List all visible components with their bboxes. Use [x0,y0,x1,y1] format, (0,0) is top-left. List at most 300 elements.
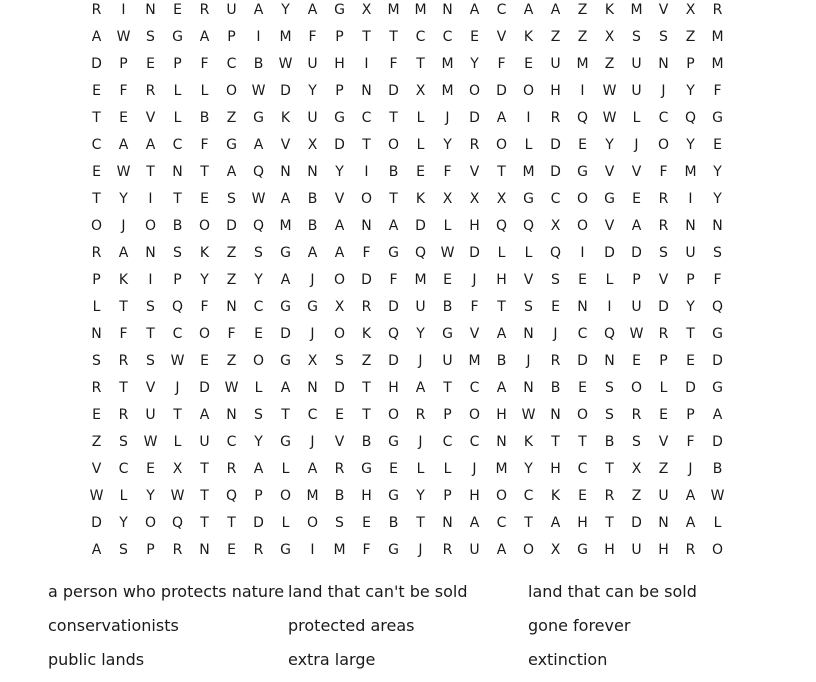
grid-letter: U [442,352,453,369]
grid-letter: A [145,136,156,153]
grid-letter: M [495,460,508,477]
grid-letter: G [334,109,345,126]
grid-letter: T [173,190,182,207]
grid-letter: G [523,190,534,207]
grid-letter: O [306,514,319,531]
grid-letter: P [335,82,344,99]
grid-letter: R [226,460,237,477]
grid-letter: P [686,55,695,72]
grid-letter: D [280,82,291,99]
grid-letter: P [443,406,452,423]
grid-letter: G [280,298,291,315]
grid-letter: L [92,298,101,315]
grid-letter: A [307,460,318,477]
grid-letter: X [496,190,507,207]
grid-letter: D [550,136,561,153]
grid-letter: K [280,109,291,126]
grid-letter: U [658,487,669,504]
grid-letter: N [280,163,291,180]
grid-letter: C [469,379,480,396]
grid-letter: D [91,55,102,72]
grid-letter: M [333,541,346,558]
grid-letter: N [658,55,669,72]
grid-letter: P [254,487,263,504]
grid-letter: S [713,244,722,261]
grid-letter: O [144,217,157,234]
grid-letter: R [118,352,129,369]
grid-letter: N [496,433,507,450]
grid-letter: A [280,271,291,288]
grid-letter: Q [225,487,238,504]
grid-letter: U [307,109,318,126]
grid-letter: V [334,433,345,450]
grid-letter: D [469,109,480,126]
grid-letter: I [607,298,612,315]
grid-letter: D [334,136,345,153]
grid-letter: R [145,82,156,99]
grid-letter: A [523,1,534,18]
grid-letter: Z [91,433,102,450]
grid-letter: B [388,163,399,180]
grid-letter: E [92,406,101,423]
grid-letter: E [578,487,587,504]
grid-letter: G [388,244,399,261]
grid-letter: E [578,136,587,153]
grid-letter: Y [416,325,425,342]
grid-letter: B [604,433,615,450]
grid-letter: O [522,82,535,99]
grid-letter: X [442,190,453,207]
grid-letter: Y [470,55,479,72]
grid-letter: W [143,433,158,450]
grid-letter: Z [577,28,588,45]
grid-letter: O [468,406,481,423]
grid-letter: G [280,352,291,369]
grid-letter: X [361,1,372,18]
grid-letter: D [253,514,264,531]
grid-letter: U [199,433,210,450]
grid-letter: Y [713,190,722,207]
grid-letter: A [388,217,399,234]
grid-letter: S [659,244,668,261]
grid-letter: P [686,406,695,423]
grid-letter: E [335,406,344,423]
grid-letter: R [631,406,642,423]
grid-letter: R [361,298,372,315]
grid-letter: A [253,1,264,18]
grid-letter: Q [576,109,589,126]
grid-letter: P [443,487,452,504]
grid-letter: N [523,379,534,396]
grid-letter: E [443,271,452,288]
grid-letter: E [227,541,236,558]
grid-letter: U [415,298,426,315]
grid-letter: E [524,55,533,72]
grid-letter: C [361,109,372,126]
grid-letter: R [712,1,723,18]
grid-letter: C [523,487,534,504]
grid-letter: R [91,1,102,18]
grid-letter: E [686,352,695,369]
grid-letter: N [577,298,588,315]
grid-letter: L [119,487,128,504]
grid-letter: T [389,28,398,45]
grid-letter: T [281,406,290,423]
grid-letter: W [602,82,617,99]
grid-letter: L [173,82,182,99]
grid-letter: J [688,460,693,477]
grid-letter: F [362,244,371,261]
grid-letter: O [225,82,238,99]
grid-letter: L [443,217,452,234]
grid-letter: Y [605,136,614,153]
grid-letter: A [199,28,210,45]
grid-letter: S [524,298,533,315]
grid-letter: E [92,82,101,99]
grid-letter: S [632,433,641,450]
grid-letter: T [227,514,236,531]
grid-letter: Z [226,244,237,261]
grid-letter: E [416,163,425,180]
grid-letter: D [199,379,210,396]
grid-letter: G [388,487,399,504]
grid-letter: S [119,433,128,450]
grid-letter: F [227,325,236,342]
grid-letter: T [362,406,371,423]
grid-letter: U [631,82,642,99]
grid-letter: L [254,379,263,396]
grid-letter: E [578,379,587,396]
grid-letter: S [254,406,263,423]
grid-letter: E [470,28,479,45]
grid-letter: A [415,379,426,396]
grid-letter: P [686,271,695,288]
grid-letter: N [199,541,210,558]
grid-letter: O [144,514,157,531]
grid-letter: Y [281,1,290,18]
grid-letter: T [497,298,506,315]
grid-letter: Y [308,82,317,99]
grid-letter: R [118,406,129,423]
grid-letter: T [362,28,371,45]
grid-letter: G [334,1,345,18]
grid-letter: E [119,109,128,126]
grid-letter: Z [226,352,237,369]
grid-letter: T [578,433,587,450]
grid-letter: O [495,487,508,504]
grid-letter: M [414,1,427,18]
grid-letter: W [224,379,239,396]
grid-letter: O [711,541,724,558]
grid-letter: T [389,109,398,126]
grid-letter: J [418,433,423,450]
grid-letter: D [361,271,372,288]
grid-letter: G [712,379,723,396]
word-list-item: gone forever [528,616,631,635]
grid-letter: W [116,163,131,180]
grid-letter: E [254,325,263,342]
grid-letter: U [631,541,642,558]
grid-letter: B [442,298,453,315]
grid-letter: R [658,190,669,207]
grid-letter: B [712,460,723,477]
grid-letter: F [443,163,452,180]
grid-letter: S [551,271,560,288]
grid-letter: A [199,406,210,423]
grid-letter: L [416,109,425,126]
grid-letter: A [496,541,507,558]
grid-letter: Z [658,460,669,477]
grid-letter: H [658,541,669,558]
grid-letter: T [416,55,425,72]
grid-letter: D [685,379,696,396]
grid-letter: B [334,487,345,504]
grid-letter: G [280,244,291,261]
grid-letter: O [360,190,373,207]
grid-letter: U [631,55,642,72]
grid-letter: F [389,55,398,72]
grid-letter: H [550,82,561,99]
grid-letter: W [521,406,536,423]
grid-letter: H [334,55,345,72]
grid-letter: P [92,271,101,288]
grid-letter: T [200,163,209,180]
grid-letter: M [441,82,454,99]
grid-letter: S [146,352,155,369]
grid-letter: L [416,460,425,477]
grid-letter: D [550,163,561,180]
grid-letter: C [172,325,183,342]
grid-letter: D [334,379,345,396]
grid-letter: D [388,298,399,315]
grid-letter: H [388,379,399,396]
grid-letter: T [362,136,371,153]
grid-letter: F [497,55,506,72]
grid-letter: A [496,109,507,126]
grid-letter: Q [522,217,535,234]
grid-letter: K [361,325,372,342]
grid-letter: C [253,298,264,315]
grid-letter: J [418,352,423,369]
grid-letter: T [443,379,452,396]
grid-letter: Q [414,244,427,261]
grid-letter: E [578,271,587,288]
grid-letter: Q [549,244,562,261]
word-list-item: a person who protects nature [48,582,285,601]
grid-letter: O [495,136,508,153]
grid-letter: B [307,217,318,234]
grid-letter: F [713,82,722,99]
word-list-item: extinction [528,650,608,669]
grid-letter: I [148,190,153,207]
grid-letter: B [550,379,561,396]
grid-letter: R [469,136,480,153]
grid-letter: J [634,136,639,153]
grid-letter: E [200,190,209,207]
grid-letter: O [198,217,211,234]
grid-letter: R [334,460,345,477]
grid-letter: Q [495,217,508,234]
grid-letter: Z [685,28,696,45]
grid-letter: X [604,28,615,45]
grid-letter: S [335,514,344,531]
grid-letter: G [172,28,183,45]
grid-letter: J [175,379,180,396]
grid-letter: B [307,190,318,207]
grid-letter: R [172,541,183,558]
grid-letter: M [306,487,319,504]
grid-letter: O [387,136,400,153]
grid-letter: I [256,28,261,45]
grid-letter: T [173,406,182,423]
grid-letter: O [252,352,265,369]
grid-letter: S [173,244,182,261]
grid-letter: Q [252,163,265,180]
grid-letter: K [523,28,534,45]
grid-letter: S [92,352,101,369]
grid-letter: G [280,541,291,558]
grid-letter: A [307,244,318,261]
grid-letter: V [658,433,669,450]
grid-letter: X [415,82,426,99]
grid-letter: T [524,514,533,531]
grid-letter: E [632,352,641,369]
grid-letter: A [253,136,264,153]
grid-letter: B [496,352,507,369]
grid-letter: T [119,298,128,315]
grid-letter: V [469,163,480,180]
grid-letter: X [550,217,561,234]
grid-letter: P [227,28,236,45]
grid-letter: D [91,514,102,531]
grid-letter: Y [146,487,155,504]
grid-letter: B [172,217,183,234]
grid-letter: N [91,325,102,342]
grid-letter: W [251,82,266,99]
grid-letter: N [523,325,534,342]
grid-letter: H [604,541,615,558]
grid-letter: X [550,541,561,558]
grid-letter: S [254,244,263,261]
grid-letter: W [251,190,266,207]
grid-letter: C [577,460,588,477]
grid-letter: S [335,352,344,369]
grid-letter: Y [686,82,695,99]
grid-letter: G [604,190,615,207]
grid-letter: L [281,514,290,531]
grid-letter: L [659,379,668,396]
grid-letter: I [580,82,585,99]
grid-letter: O [468,82,481,99]
grid-letter: Y [416,487,425,504]
grid-letter: C [442,433,453,450]
grid-letter: A [469,514,480,531]
grid-letter: U [685,244,696,261]
grid-letter: S [146,298,155,315]
grid-letter: N [685,217,696,234]
grid-letter: Q [684,109,697,126]
grid-letter: V [604,163,615,180]
grid-letter: C [442,28,453,45]
grid-letter: Y [119,514,128,531]
grid-letter: J [472,460,477,477]
grid-letter: J [121,217,126,234]
grid-letter: F [713,271,722,288]
grid-letter: J [553,325,558,342]
grid-letter: A [685,487,696,504]
grid-letter: M [468,352,481,369]
grid-letter: A [334,217,345,234]
grid-letter: D [712,433,723,450]
grid-letter: T [416,514,425,531]
grid-letter: C [469,433,480,450]
grid-letter: C [415,28,426,45]
grid-letter: I [580,244,585,261]
grid-letter: D [658,298,669,315]
grid-letter: U [469,541,480,558]
grid-letter: S [227,190,236,207]
grid-letter: R [415,406,426,423]
grid-letter: N [442,514,453,531]
grid-letter: T [551,433,560,450]
grid-letter: G [442,325,453,342]
grid-letter: O [630,379,643,396]
grid-letter: V [523,271,534,288]
grid-letter: E [200,352,209,369]
grid-letter: Z [577,1,588,18]
grid-letter: F [389,271,398,288]
grid-letter: W [170,487,185,504]
grid-letter: F [308,28,317,45]
grid-letter: O [522,541,535,558]
word-list-item: conservationists [48,616,179,635]
grid-letter: A [469,1,480,18]
grid-letter: W [440,244,455,261]
grid-letter: W [602,109,617,126]
grid-letter: E [92,163,101,180]
grid-letter: G [388,541,399,558]
grid-letter: J [310,325,315,342]
grid-letter: A [118,136,129,153]
grid-letter: E [146,55,155,72]
grid-letter: O [576,217,589,234]
grid-letter: T [92,190,101,207]
grid-letter: G [280,433,291,450]
grid-letter: H [496,271,507,288]
grid-letter: N [361,217,372,234]
grid-letter: N [145,244,156,261]
grid-letter: V [604,217,615,234]
grid-letter: K [550,487,561,504]
grid-letter: E [659,406,668,423]
grid-letter: T [200,514,209,531]
grid-letter: I [688,190,693,207]
grid-letter: Y [686,298,695,315]
grid-letter: F [119,325,128,342]
grid-letter: D [496,82,507,99]
grid-letter: O [333,271,346,288]
grid-letter: B [388,514,399,531]
grid-letter: L [524,136,533,153]
grid-letter: U [631,298,642,315]
grid-letter: H [550,460,561,477]
grid-letter: V [91,460,102,477]
grid-letter: M [630,1,643,18]
grid-letter: A [334,244,345,261]
grid-letter: Y [119,190,128,207]
grid-letter: G [226,136,237,153]
grid-letter: V [334,190,345,207]
